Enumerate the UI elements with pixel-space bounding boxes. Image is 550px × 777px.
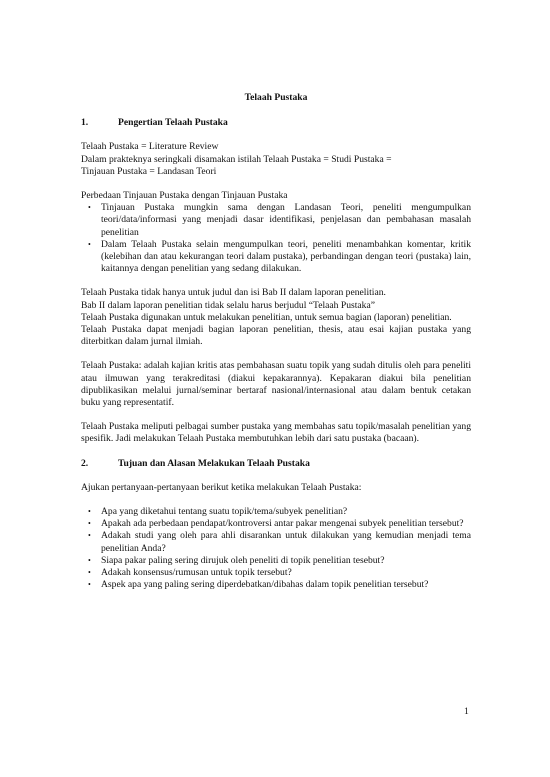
bullet-icon: •: [88, 203, 91, 213]
section-1-heading: [81, 117, 471, 129]
section-1-number: 1.: [81, 117, 89, 129]
list-item-text: Dalam Telaah Pustaka selain mengumpulkan teori, peneliti menambahkan komentar, kritik (kelebihan dan atau kekurangan teori dalam pustaka), perbandingan dengan teori (pustaka) lain, kaitannya dengan penelitian yang sedang dilakukan.: [101, 238, 471, 275]
bullet-icon: •: [88, 568, 91, 578]
definition-line: Dalam prakteknya seringkali disamakan istilah Telaah Pustaka = Studi Pustaka =: [81, 153, 392, 165]
page-number: 1: [464, 706, 469, 717]
section-2-title: Tujuan dan Alasan Melakukan Telaah Pustaka: [118, 457, 310, 469]
list-item: [81, 567, 471, 579]
list-item-text: Adakah konsensus/rumusan untuk topik tersebut?: [101, 567, 292, 579]
usage-paragraph: Telaah Pustaka tidak hanya untuk judul dan isi Bab II dalam laporan penelitian.: [81, 287, 386, 299]
list-item: [81, 239, 471, 276]
bullet-icon: •: [88, 555, 91, 565]
usage-paragraph: Telaah Pustaka dapat menjadi bagian laporan penelitian, thesis, atau esai kajian pustaka yang diterbitkan dalam jurnal ilmiah.: [81, 324, 471, 348]
list-item-text: Tinjauan Pustaka mungkin sama dengan Landasan Teori, peneliti mengumpulkan teori/data/informasi yang menjadi dasar identifikasi, penjelasan dan pembahasan masalah penelitian: [101, 202, 471, 238]
usage-paragraph: Telaah Pustaka digunakan untuk melakukan penelitian, untuk semua bagian (laporan) penelitian.: [81, 311, 452, 323]
definition-paragraph: Telaah Pustaka: adalah kajian kritis atas pembahasan suatu topik yang sudah ditulis oleh para peneliti atau ilmuwan yang terakreditasi (diakui kepakarannya). Kepakaran diakui bila penelitian dipublikasikan melalui jurnal/seminar bertaraf nasional/internasional atau dalam bentuk cetakan buku yang representatif.: [81, 360, 471, 409]
bullet-icon: •: [88, 580, 91, 590]
list-item: [81, 518, 471, 530]
section-2-intro: Ajukan pertanyaan-pertanyaan berikut ketika melakukan Telaah Pustaka:: [81, 481, 362, 493]
list-item: [81, 579, 471, 591]
section-2-number: 2.: [81, 457, 89, 469]
list-item-text: Adakah studi yang oleh para ahli disarankan untuk dilakukan yang kemudian menjadi tema penelitian Anda?: [101, 530, 471, 554]
list-item: [81, 202, 471, 239]
document-body: [81, 92, 471, 592]
compare-list: [81, 202, 471, 275]
usage-paragraph: Bab II dalam laporan penelitian tidak selalu harus berjudul “Telaah Pustaka”: [81, 299, 375, 311]
question-list: [81, 506, 471, 591]
list-item-text: Apa yang diketahui tentang suatu topik/tema/subyek penelitian?: [101, 506, 348, 518]
list-item: [81, 530, 471, 554]
scope-paragraph: Telaah Pustaka meliputi pelbagai sumber pustaka yang membahas satu topik/masalah penelitian yang spesifik. Jadi melakukan Telaah Pustaka membutuhkan lebih dari satu pustaka (bacaan).: [81, 421, 471, 445]
definition-line: Telaah Pustaka = Literature Review: [81, 141, 219, 153]
list-item-text: Siapa pakar paling sering dirujuk oleh peneliti di topik penelitian tesebut?: [101, 554, 385, 566]
bullet-icon: •: [88, 239, 91, 249]
list-item: [81, 506, 471, 518]
bullet-icon: •: [88, 519, 91, 529]
list-item-text: Apakah ada perbedaan pendapat/kontroversi antar pakar mengenai subyek penelitian tersebut?: [101, 518, 464, 530]
bullet-icon: •: [88, 531, 91, 541]
compare-intro: Perbedaan Tinjauan Pustaka dengan Tinjauan Pustaka: [81, 190, 288, 202]
list-item-text: Aspek apa yang paling sering diperdebatkan/dibahas dalam topik penelitian tersebut?: [101, 579, 429, 591]
document-title: Telaah Pustaka: [244, 92, 308, 103]
section-1-title: Pengertian Telaah Pustaka: [118, 117, 228, 129]
list-item: [81, 555, 471, 567]
section-2-heading: [81, 458, 471, 470]
bullet-icon: •: [88, 507, 91, 517]
definition-line: Tinjauan Pustaka = Landasan Teori: [81, 165, 217, 177]
